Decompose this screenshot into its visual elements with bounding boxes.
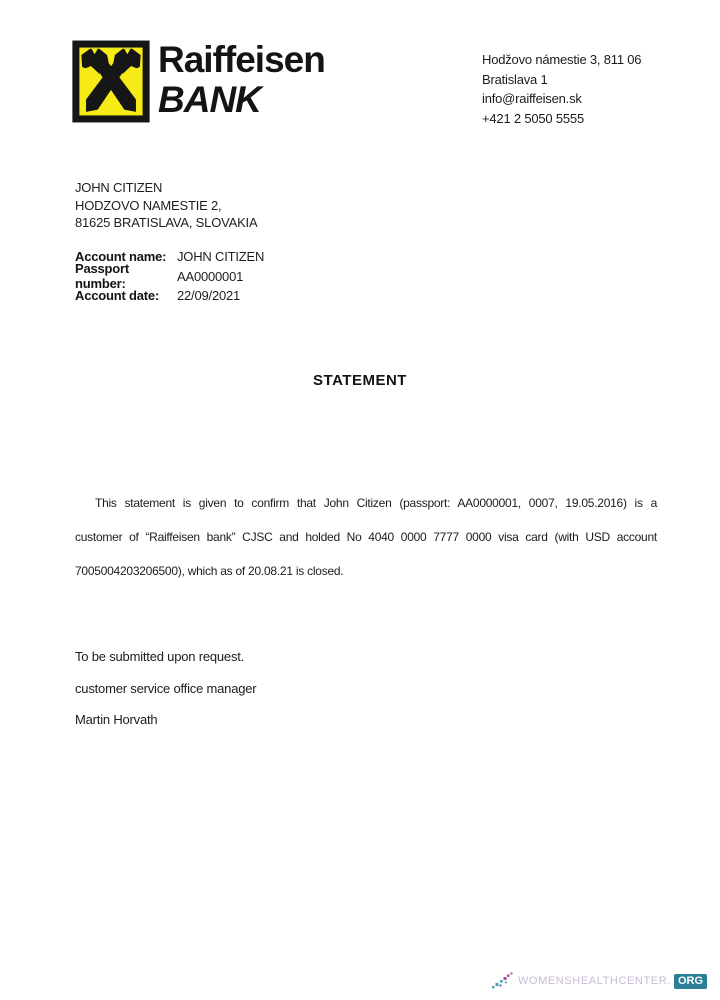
passport-number-row bbox=[75, 261, 264, 292]
bank-city-line: Bratislava 1 bbox=[482, 71, 548, 87]
watermark-site-name: WOMENSHEALTHCENTER. bbox=[517, 975, 671, 987]
paragraph-line-1: This statement is given to confirm that John Citizen (passport: AA0000001, 0007, 19.05.2016) is a bbox=[95, 496, 657, 510]
passport-number-label: Passport number: bbox=[75, 261, 130, 292]
statement-paragraph bbox=[75, 486, 657, 588]
bank-address-line: Hodžovo námestie 3, 811 06 bbox=[482, 52, 642, 67]
site-watermark bbox=[491, 971, 707, 991]
bank-phone: +421 2 5050 5555 bbox=[482, 110, 584, 126]
paragraph-line-2: customer of “Raiffeisen bank” CJSC and holded No 4040 0000 7777 0000 visa card (with USD account bbox=[75, 530, 657, 544]
recipient-street: HODZOVO NAMESTIE 2, bbox=[75, 197, 222, 213]
bank-brand-name bbox=[158, 40, 325, 120]
watermark-dots-icon bbox=[491, 971, 515, 991]
signer-role: customer service office manager bbox=[75, 681, 257, 696]
raiffeisen-gable-cross-icon bbox=[72, 40, 150, 123]
signer-name: Martin Horvath bbox=[75, 712, 158, 727]
closing-note: To be submitted upon request. bbox=[75, 649, 245, 664]
brand-line-bank: BANK bbox=[158, 79, 261, 120]
passport-number-value: AA0000001 bbox=[177, 268, 244, 284]
bank-contact-block bbox=[482, 50, 641, 128]
account-name-value: JOHN CITIZEN bbox=[177, 249, 265, 265]
paragraph-line-3: 7005004203206500), which as of 20.08.21 is closed. bbox=[75, 564, 344, 578]
recipient-city: 81625 BRATISLAVA, SLOVAKIA bbox=[75, 215, 258, 230]
account-name-label: Account name: bbox=[75, 249, 167, 265]
account-date-row bbox=[75, 286, 264, 306]
account-details-block bbox=[75, 247, 264, 306]
account-date-label: Account date: bbox=[75, 288, 160, 304]
bank-logo bbox=[72, 40, 325, 123]
account-date-value: 22/09/2021 bbox=[177, 288, 241, 304]
bank-email: info@raiffeisen.sk bbox=[482, 91, 582, 106]
brand-line-raiffeisen: Raiffeisen bbox=[158, 39, 325, 80]
watermark-org-badge: ORG bbox=[674, 974, 707, 989]
recipient-address-block bbox=[75, 179, 257, 232]
recipient-name: JOHN CITIZEN bbox=[75, 180, 163, 195]
document-title: STATEMENT bbox=[313, 372, 407, 389]
